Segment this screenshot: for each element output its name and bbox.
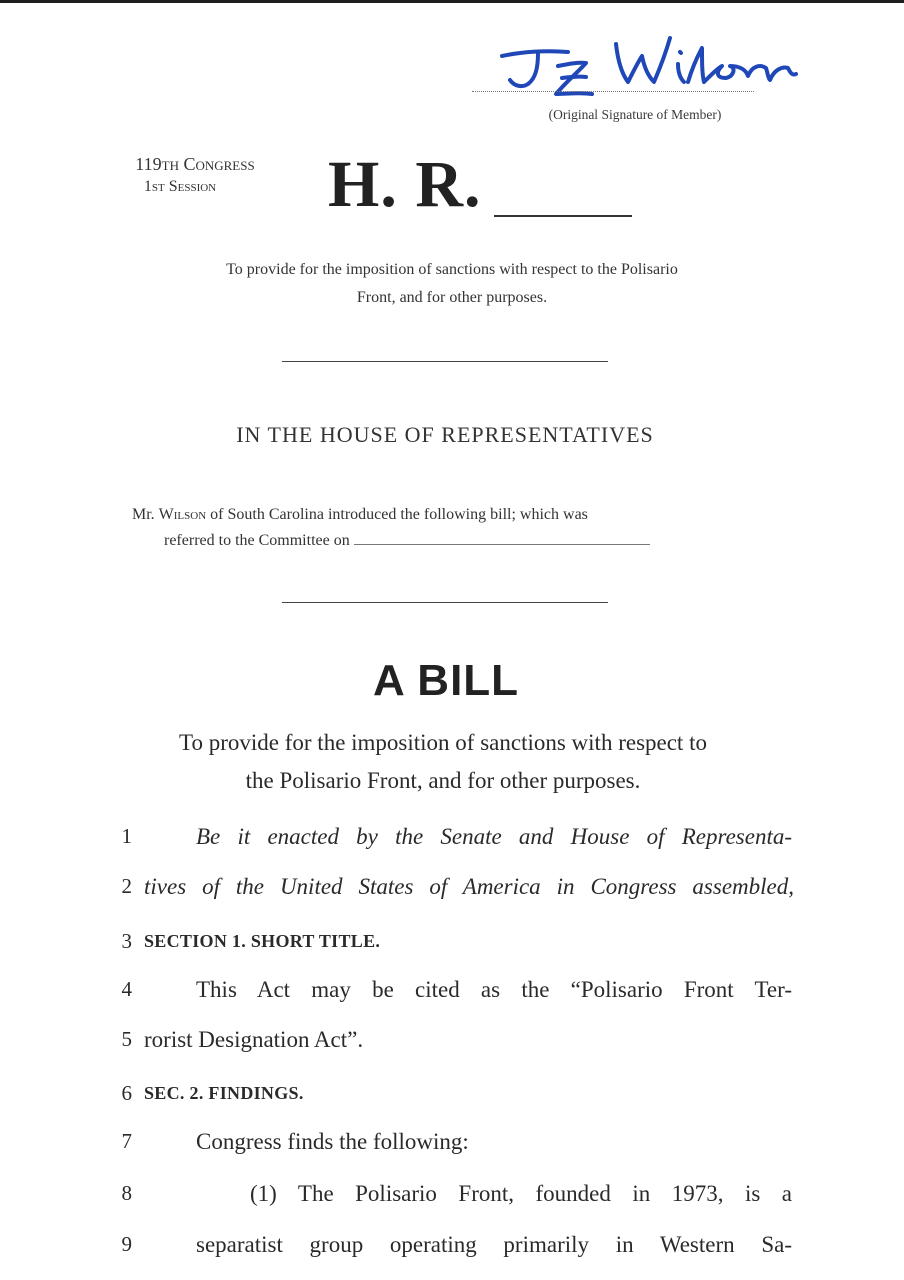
- line-number: 7: [121, 1129, 132, 1153]
- bill-line: [0, 1232, 904, 1272]
- introduction-line-1-rest: of South Carolina introduced the following bill; which was: [210, 506, 588, 523]
- bill-line: [0, 929, 904, 969]
- line-text: (1) The Polisario Front, founded in 1973, is a: [250, 1181, 792, 1206]
- purpose-short-line-2: Front, and for other purposes.: [356, 289, 548, 306]
- introduction-prefix: Mr.: [132, 506, 155, 523]
- line-text: tives of the United States of America in Congress assembled,: [144, 874, 794, 899]
- line-number: 6: [121, 1081, 132, 1105]
- line-number: 1: [121, 824, 132, 848]
- bill-number-blank: [494, 215, 632, 217]
- introduction-committee-text: referred to the Committee on: [164, 532, 350, 549]
- purpose-long-line-2: the Polisario Front, and for other purposes.: [245, 768, 641, 793]
- document-title: A BILL: [372, 656, 520, 705]
- divider-rule: [282, 602, 608, 603]
- introduction-line-1: [132, 502, 772, 528]
- handwritten-signature: [490, 22, 810, 112]
- bill-line: [0, 1027, 904, 1067]
- signature-line: [472, 91, 754, 92]
- purpose-short: [100, 256, 804, 312]
- line-number: 9: [121, 1232, 132, 1256]
- divider-rule: [282, 361, 608, 362]
- bill-line: [0, 1181, 904, 1221]
- committee-blank: [354, 532, 650, 545]
- purpose-short-line-1: To provide for the imposition of sanctions with respect to the Polisario: [226, 261, 678, 278]
- purpose-long-line-1: To provide for the imposition of sanctions with respect to: [179, 730, 707, 755]
- signature-caption: (Original Signature of Member): [548, 107, 722, 122]
- bill-line: [0, 824, 904, 864]
- introduction-line-2: [132, 528, 772, 554]
- bill-line: [0, 977, 904, 1017]
- congress-number: 119th Congress: [135, 154, 255, 174]
- line-number: 8: [121, 1181, 132, 1205]
- purpose-long: [110, 724, 776, 800]
- bill-line: [0, 874, 904, 914]
- line-number: 2: [121, 874, 132, 898]
- line-number: 5: [121, 1027, 132, 1051]
- line-text: Be it enacted by the Senate and House of Representa-: [196, 824, 792, 849]
- line-text: Congress finds the following:: [196, 1129, 469, 1154]
- line-number: 3: [121, 929, 132, 953]
- introduction-text: [132, 502, 772, 554]
- bill-number-title: H. R.: [328, 148, 482, 221]
- chamber-heading: IN THE HOUSE OF REPRESENTATIVES: [236, 422, 654, 447]
- line-text: This Act may be cited as the “Polisario Front Ter-: [196, 977, 792, 1002]
- line-text: rorist Designation Act”.: [144, 1027, 364, 1052]
- line-text: separatist group operating primarily in Western Sa-: [196, 1232, 792, 1257]
- bill-line: [0, 1129, 904, 1169]
- section-heading: SEC. 2. FINDINGS.: [144, 1083, 304, 1103]
- bill-line: [0, 1081, 904, 1121]
- session-number: 1st Session: [143, 178, 217, 195]
- page-top-border: [0, 0, 904, 3]
- line-number: 4: [121, 977, 132, 1001]
- introduction-member: Wilson: [158, 506, 207, 523]
- section-heading: SECTION 1. SHORT TITLE.: [144, 931, 381, 951]
